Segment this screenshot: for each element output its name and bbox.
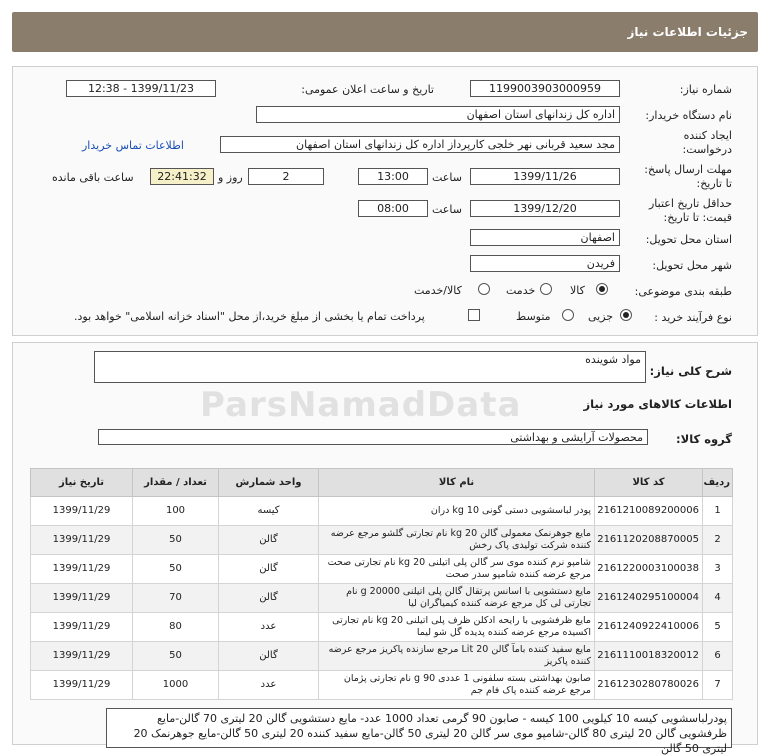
col-header-unit: واحد شمارش — [219, 469, 319, 497]
goods-unit: گالن — [219, 555, 319, 584]
need-date: 1399/11/29 — [31, 555, 133, 584]
contact-info-link[interactable]: اطلاعات تماس خریدار — [82, 139, 184, 152]
process-medium-radio[interactable] — [562, 309, 574, 321]
goods-name: پودر لباسشویی دستی گونی 10 kg دران — [319, 497, 595, 526]
row-number: 1 — [703, 497, 733, 526]
watermark-text: ParsNamadData — [200, 385, 522, 425]
goods-unit: گالن — [219, 642, 319, 671]
row-number: 5 — [703, 613, 733, 642]
goods-qty: 100 — [133, 497, 219, 526]
process-label: نوع فرآیند خرید : — [654, 311, 732, 324]
goods-name: صابون بهداشتی بسته سلفونی 1 عددی 90 g نام تجارتی پژمان مرجع عرضه کننده پاک فام جم — [319, 671, 595, 700]
treasury-payment-note: پرداخت تمام یا بخشی از مبلغ خرید،از محل "اسناد خزانه اسلامی" خواهد بود. — [74, 310, 425, 323]
creator-field: مجد سعید قربانی نهر خلجی کارپرداز اداره کل زندانهای استان اصفهان — [220, 136, 620, 153]
goods-qty: 50 — [133, 555, 219, 584]
province-label: استان محل تحویل: — [645, 233, 732, 246]
need-number-field: 1199003903000959 — [470, 80, 620, 97]
deadline-label-2: تا تاریخ: — [696, 177, 732, 190]
page-title: جزئیات اطلاعات نیاز — [627, 25, 748, 39]
row-number: 6 — [703, 642, 733, 671]
goods-qty: 50 — [133, 526, 219, 555]
goods-unit: کیسه — [219, 497, 319, 526]
creator-label-2: درخواست: — [682, 143, 732, 156]
process-minor-radio[interactable] — [620, 309, 632, 321]
deadline-date-field: 1399/11/26 — [470, 168, 620, 185]
goods-qty: 70 — [133, 584, 219, 613]
remaining-label: ساعت باقی مانده — [52, 171, 134, 184]
need-date: 1399/11/29 — [31, 497, 133, 526]
process-medium-label: متوسط — [516, 310, 551, 323]
goods-code: 2161110018320012 — [595, 642, 703, 671]
goods-name: مایع ظرفشویی با رایحه ادکلن ظرف پلی اتیلنی 20 kg نام تجارتی اکسیده مرجع عرضه کننده پدیده گل شو لیما — [319, 613, 595, 642]
col-header-date: تاریخ نیاز — [31, 469, 133, 497]
deadline-time-label: ساعت — [432, 171, 462, 184]
need-number-label: شماره نیاز: — [679, 83, 732, 96]
validity-time-field: 08:00 — [358, 200, 428, 217]
goods-info-title: اطلاعات کالاهای مورد نیاز — [583, 397, 732, 411]
table-row — [31, 613, 733, 642]
category-goods-label: کالا — [570, 284, 585, 297]
goods-name: شامپو نرم کننده موی سر گالن پلی اتیلنی 20 kg نام تجارتی صحت مرجع عرضه کننده شامپو سدر صحت — [319, 555, 595, 584]
buyer-description: پودرلباسشویی کیسه 10 کیلویی 100 کیسه - صابون 90 گرمی تعداد 1000 عدد- مایع دستشویی گالن 20 لیتری 70 گالن-مایع ظرفشویی گالن 20 لیتری 80 گالن-شامپو موی سر گالن 20 لیتری 50 گالن-مایع سفید کننده 20 لیتری 50 گالن-مایع جوهرنمک 20 لیتری 50 گالن — [106, 708, 732, 748]
col-header-code: کد کالا — [595, 469, 703, 497]
goods-code: 2161210089200006 — [595, 497, 703, 526]
goods-code: 2161220003100038 — [595, 555, 703, 584]
treasury-payment-checkbox[interactable] — [468, 309, 480, 321]
table-header-row — [31, 469, 733, 497]
goods-unit: عدد — [219, 613, 319, 642]
goods-qty: 50 — [133, 642, 219, 671]
days-label: روز و — [218, 171, 243, 184]
goods-group-field: محصولات آرایشی و بهداشتی — [98, 429, 648, 445]
buyer-field: اداره کل زندانهای استان اصفهان — [256, 106, 620, 123]
goods-qty: 80 — [133, 613, 219, 642]
announce-field: 1399/11/23 - 12:38 — [66, 80, 216, 97]
goods-unit: عدد — [219, 671, 319, 700]
days-field: 2 — [248, 168, 324, 185]
table-row — [31, 671, 733, 700]
validity-label-1: حداقل تاریخ اعتبار — [648, 197, 732, 210]
category-service-radio[interactable] — [540, 283, 552, 295]
col-header-qty: تعداد / مقدار — [133, 469, 219, 497]
validity-label-2: قیمت: تا تاریخ: — [663, 211, 732, 224]
goods-qty: 1000 — [133, 671, 219, 700]
row-number: 3 — [703, 555, 733, 584]
category-goods-service-label: کالا/خدمت — [414, 284, 462, 297]
need-date: 1399/11/29 — [31, 526, 133, 555]
category-label: طبقه بندی موضوعی: — [634, 285, 732, 298]
goods-code: 2161240922410006 — [595, 613, 703, 642]
remaining-time-field: 22:41:32 — [150, 168, 214, 185]
city-label: شهر محل تحویل: — [652, 259, 732, 272]
category-goods-radio[interactable] — [596, 283, 608, 295]
city-field: فریدن — [470, 255, 620, 272]
creator-label-1: ایجاد کننده — [683, 129, 732, 142]
process-minor-label: جزیی — [588, 310, 614, 323]
row-number: 2 — [703, 526, 733, 555]
row-number: 4 — [703, 584, 733, 613]
goods-table — [30, 468, 733, 700]
table-row — [31, 555, 733, 584]
row-number: 7 — [703, 671, 733, 700]
table-row — [31, 526, 733, 555]
summary-field: مواد شوینده — [94, 351, 646, 383]
table-row — [31, 584, 733, 613]
announce-label: تاریخ و ساعت اعلان عمومی: — [301, 83, 434, 96]
deadline-time-field: 13:00 — [358, 168, 428, 185]
goods-unit: گالن — [219, 526, 319, 555]
goods-code: 2161120208870005 — [595, 526, 703, 555]
col-header-row-number: ردیف — [703, 469, 733, 497]
summary-label: شرح کلی نیاز: — [649, 364, 732, 378]
need-date: 1399/11/29 — [31, 671, 133, 700]
goods-unit: گالن — [219, 584, 319, 613]
goods-name: مایع دستشویی با اسانس پرتقال گالن پلی اتیلنی 20000 g نام تجارتی لی کل مرجع عرضه کننده کیمیاگران لیا — [319, 584, 595, 613]
table-row — [31, 642, 733, 671]
province-field: اصفهان — [470, 229, 620, 246]
need-date: 1399/11/29 — [31, 642, 133, 671]
category-service-label: خدمت — [506, 284, 536, 297]
buyer-label: نام دستگاه خریدار: — [645, 109, 732, 122]
col-header-name: نام کالا — [319, 469, 595, 497]
validity-time-label: ساعت — [432, 203, 462, 216]
goods-code: 2161240295100004 — [595, 584, 703, 613]
need-date: 1399/11/29 — [31, 584, 133, 613]
category-goods-service-radio[interactable] — [478, 283, 490, 295]
goods-name: مایع سفید کننده بامآ گالن 20 Lit مرجع سازنده پاکریز مرجع عرضه کننده پاکریز — [319, 642, 595, 671]
deadline-label-1: مهلت ارسال پاسخ: — [644, 163, 732, 176]
goods-code: 2161230280780026 — [595, 671, 703, 700]
table-row — [31, 497, 733, 526]
goods-name: مایع جوهرنمک معمولی گالن 20 kg نام تجارتی گلشو مرجع عرضه کننده شرکت تولیدی پاک رخش — [319, 526, 595, 555]
page-header — [12, 12, 758, 52]
validity-date-field: 1399/12/20 — [470, 200, 620, 217]
need-date: 1399/11/29 — [31, 613, 133, 642]
goods-group-label: گروه کالا: — [676, 432, 732, 446]
